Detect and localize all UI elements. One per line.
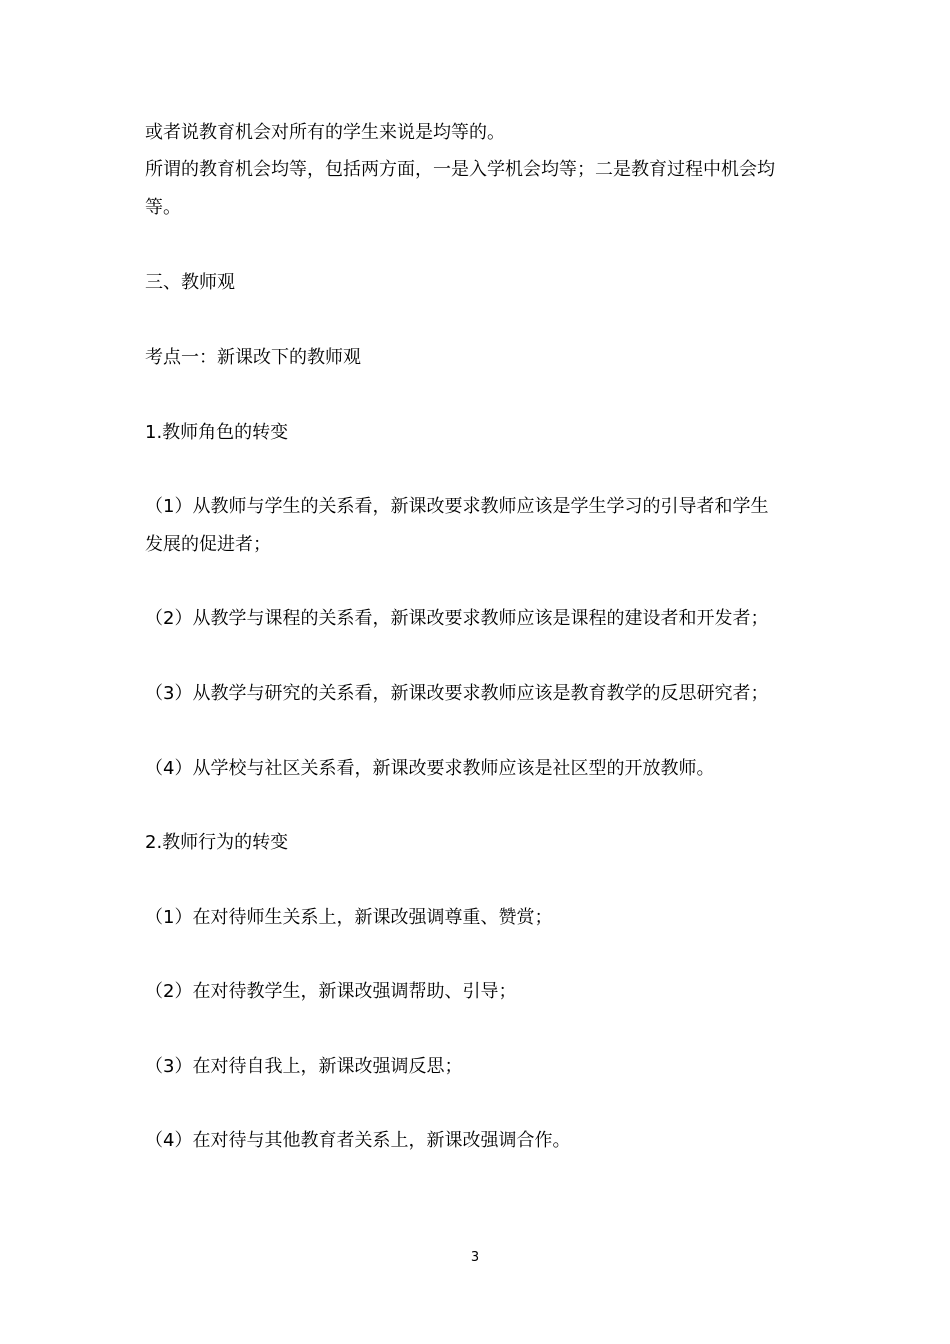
list-item: （3）在对待自我上，新课改强调反思； [145, 1056, 463, 1077]
subsection-heading: 考点一：新课改下的教师观 [145, 347, 361, 368]
paragraph-line: 等。 [145, 197, 181, 218]
paragraph-line: 或者说教育机会对所有的学生来说是均等的。 [145, 122, 505, 143]
item-heading: 2.教师行为的转变 [145, 832, 289, 853]
page-number: 3 [470, 1250, 480, 1265]
list-item: （1）在对待师生关系上，新课改强调尊重、赞赏； [145, 907, 553, 928]
list-item: （1）从教师与学生的关系看，新课改要求教师应该是学生学习的引导者和学生 [145, 496, 769, 517]
section-heading: 三、教师观 [145, 272, 235, 293]
list-item: （4）在对待与其他教育者关系上，新课改强调合作。 [145, 1130, 571, 1151]
paragraph-line: 所谓的教育机会均等，包括两方面，一是入学机会均等；二是教育过程中机会均 [145, 159, 775, 180]
list-item: （4）从学校与社区关系看，新课改要求教师应该是社区型的开放教师。 [145, 758, 715, 779]
list-item: （2）在对待教学生，新课改强调帮助、引导； [145, 981, 517, 1002]
item-heading: 1.教师角色的转变 [145, 422, 289, 443]
list-item: （2）从教学与课程的关系看，新课改要求教师应该是课程的建设者和开发者； [145, 608, 769, 629]
list-item-continuation: 发展的促进者； [145, 534, 271, 555]
list-item: （3）从教学与研究的关系看，新课改要求教师应该是教育教学的反思研究者； [145, 683, 769, 704]
